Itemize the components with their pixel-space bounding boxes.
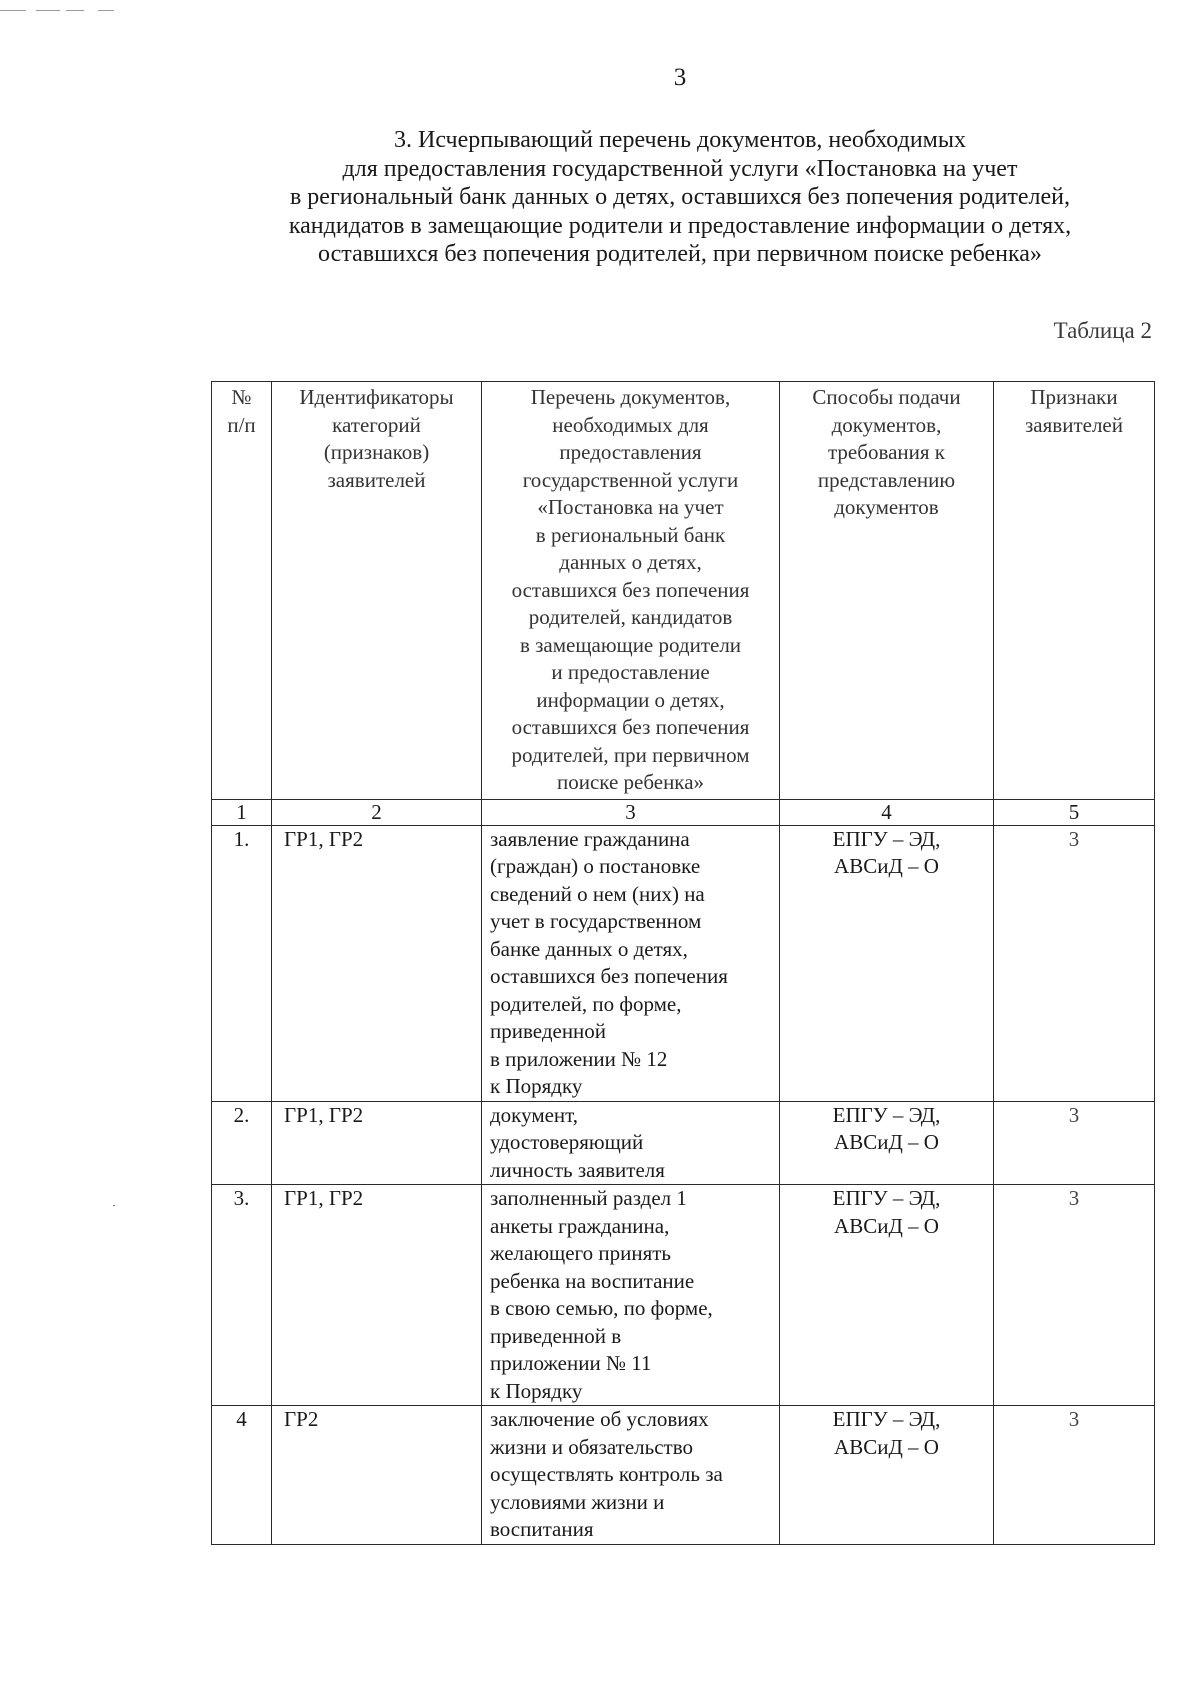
row-identifiers: ГР2 bbox=[272, 1406, 482, 1545]
column-number: 5 bbox=[994, 799, 1155, 825]
section-heading bbox=[200, 126, 1160, 269]
heading-line: в региональный банк данных о детях, оставшихся без попечения родителей, bbox=[289, 184, 1071, 210]
table-caption: Таблица 2 bbox=[1053, 318, 1152, 343]
row-document: заключение об условиях жизни и обязательство осуществлять контроль за условиями жизни и воспитания bbox=[482, 1406, 780, 1545]
column-number: 1 bbox=[212, 799, 272, 825]
row-document: документ, удостоверяющий личность заявителя bbox=[482, 1101, 780, 1185]
row-applicant-sign: 3 bbox=[994, 1185, 1155, 1406]
scan-speck bbox=[113, 1205, 115, 1206]
column-number: 3 bbox=[482, 799, 780, 825]
row-applicant-sign: 3 bbox=[994, 825, 1155, 1101]
column-number: 2 bbox=[272, 799, 482, 825]
page-number: 3 bbox=[673, 64, 687, 91]
table-row bbox=[212, 1101, 1155, 1185]
row-identifiers: ГР1, ГР2 bbox=[272, 1185, 482, 1406]
column-number-row bbox=[212, 799, 1155, 825]
row-applicant-sign: 3 bbox=[994, 1101, 1155, 1185]
row-applicant-sign: 3 bbox=[994, 1406, 1155, 1545]
scan-artifact-line bbox=[66, 10, 84, 11]
row-number: 3. bbox=[212, 1185, 272, 1406]
table-row bbox=[212, 1185, 1155, 1406]
table-row bbox=[212, 1406, 1155, 1545]
heading-line: оставшихся без попечения родителей, при первичном поиске ребенка» bbox=[318, 241, 1042, 267]
header-number: № п/п bbox=[212, 382, 272, 800]
row-submission-method: ЕПГУ – ЭД, АВСиД – О bbox=[780, 1185, 994, 1406]
row-number: 1. bbox=[212, 825, 272, 1101]
row-identifiers: ГР1, ГР2 bbox=[272, 825, 482, 1101]
row-submission-method: ЕПГУ – ЭД, АВСиД – О bbox=[780, 1406, 994, 1545]
heading-line: для предоставления государственной услуги «Постановка на учет bbox=[342, 155, 1018, 182]
table-header-row bbox=[212, 382, 1155, 800]
heading-line: 3. Исчерпывающий перечень документов, необходимых bbox=[394, 127, 966, 153]
column-number: 4 bbox=[780, 799, 994, 825]
row-submission-method: ЕПГУ – ЭД, АВСиД – О bbox=[780, 1101, 994, 1185]
scan-artifact-line bbox=[98, 10, 114, 11]
scan-artifact-line bbox=[36, 10, 60, 11]
header-identifiers: Идентификаторы категорий (признаков) заявителей bbox=[272, 382, 482, 800]
heading-line: кандидатов в замещающие родители и предоставление информации о детях, bbox=[288, 212, 1072, 239]
scan-artifact-line bbox=[0, 10, 26, 11]
header-documents: Перечень документов, необходимых для предоставления государственной услуги «Постановка на учет в региональный банк данных о детях, оставшихся без попечения родителей, кандидатов в замещающие родители и предоставление информации о детях, оставшихся без попечения родителей, при первичном поиске ребенка» bbox=[482, 382, 780, 800]
header-submission-methods: Способы подачи документов, требования к представлению документов bbox=[780, 382, 994, 800]
row-identifiers: ГР1, ГР2 bbox=[272, 1101, 482, 1185]
header-applicant-signs: Признаки заявителей bbox=[994, 382, 1155, 800]
row-number: 4 bbox=[212, 1406, 272, 1545]
row-document: заполненный раздел 1 анкеты гражданина, желающего принять ребенка на воспитание в свою семью, по форме, приведенной в приложении № 11 к Порядку bbox=[482, 1185, 780, 1406]
row-document: заявление гражданина (граждан) о постановке сведений о нем (них) на учет в государственном банке данных о детях, оставшихся без попечения родителей, по форме, приведенной в приложении № 12 к Порядку bbox=[482, 825, 780, 1101]
row-submission-method: ЕПГУ – ЭД, АВСиД – О bbox=[780, 825, 994, 1101]
documents-table bbox=[211, 381, 1155, 1545]
row-number: 2. bbox=[212, 1101, 272, 1185]
table-row bbox=[212, 825, 1155, 1101]
